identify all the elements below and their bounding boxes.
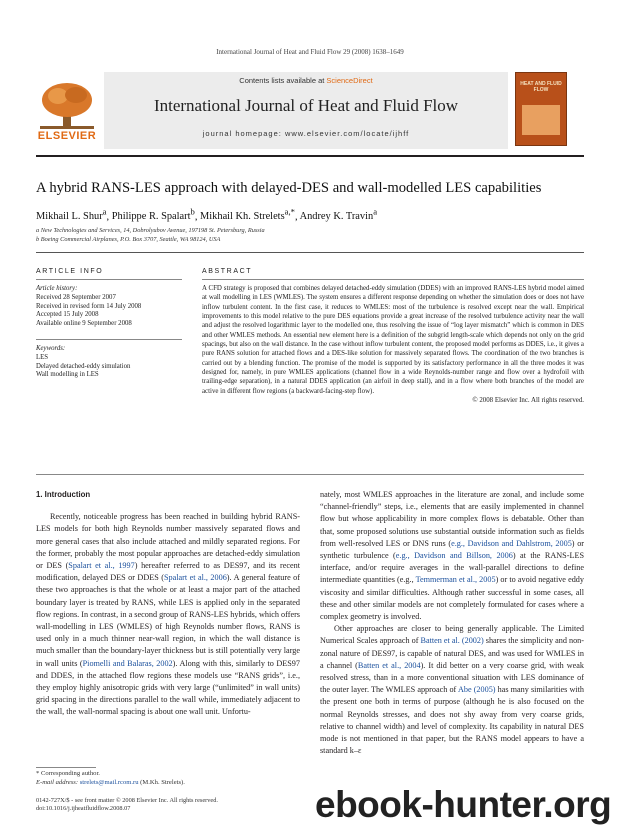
citation-link[interactable]: Piomelli and Balaras, 2002 bbox=[82, 658, 173, 668]
paragraph-text: Other approaches are closer to being generally applicable. The Limited Numerical Scales approach of bbox=[320, 624, 584, 646]
paragraphs bbox=[36, 511, 300, 718]
header-divider bbox=[36, 155, 584, 157]
paragraph-text: ). A general feature of these two approaches is that the whole or at least a major part of the attached boundary layer is treated by RANS, while LES is applied only in the separated flow regions. In contrast, in a second group of RANS-LES hybrids, which offers wall-modelling in LES (WMLES) of high Reynolds number flows, RANS is used only in a much thinner near-wall region, in which the wall distance is much smaller than the boundary-layer thickness but is still potentially very large in wall units ( bbox=[36, 573, 300, 668]
footnote-rule bbox=[36, 767, 96, 768]
copyright: © 2008 Elsevier Inc. All rights reserved. bbox=[472, 397, 584, 405]
paragraph-text: ) hereafter referred to as DES97, and its recent modification, delayed DES or DDES ( bbox=[36, 561, 300, 583]
author[interactable]: Mikhail L. Shur$^a$ bbox=[36, 207, 107, 223]
publisher-name: ELSEVIER bbox=[37, 130, 97, 142]
abstract-bottom-rule bbox=[36, 474, 584, 475]
sciencedirect-link[interactable]: ScienceDirect bbox=[326, 76, 373, 85]
footnote bbox=[36, 770, 300, 787]
paragraph bbox=[320, 623, 584, 757]
section-divider bbox=[36, 252, 584, 253]
watermark: ebook-hunter.org bbox=[315, 784, 612, 825]
citation-link[interactable]: Batten et al., 2004 bbox=[357, 660, 421, 670]
abstract-body bbox=[202, 284, 584, 405]
journal-cover-image bbox=[515, 72, 567, 146]
author-list: Mikhail L. Shur$^a$, Philippe R. Spalart$^b$, Mikhail Kh. Strelets$^{a,*}$, Andrey K. Travin$^a$ bbox=[36, 207, 378, 223]
article-history bbox=[36, 285, 182, 329]
author[interactable]: Andrey K. Travin$^a$ bbox=[299, 207, 378, 223]
history-item: Received 28 September 2007 bbox=[36, 293, 116, 301]
abstract-heading: ABSTRACT bbox=[202, 268, 253, 275]
affiliation: a New Technologies and Services, 14, Dobrolyubov Avenue, 197198 St. Petersburg, Russia bbox=[36, 227, 265, 234]
body-column-right bbox=[320, 489, 584, 757]
keywords bbox=[36, 345, 182, 380]
article-info-rule bbox=[36, 279, 182, 280]
citation-link[interactable]: Spalart et al., 1997 bbox=[68, 561, 135, 571]
paragraphs bbox=[320, 489, 584, 757]
history-item: Available online 9 September 2008 bbox=[36, 320, 132, 328]
journal-title: International Journal of Heat and Fluid Flow bbox=[153, 96, 459, 115]
affiliation: b Boeing Commercial Airplanes, P.O. Box 3707, Seattle, WA 98124, USA bbox=[36, 236, 221, 243]
contents-line bbox=[104, 76, 508, 85]
citation-link[interactable]: e.g., Davidson and Dahlstrom, 2005 bbox=[451, 538, 572, 548]
citation-link[interactable]: Batten et al. (2002) bbox=[420, 636, 484, 646]
paragraph bbox=[36, 511, 300, 718]
article-info-rule bbox=[36, 339, 182, 340]
cover-title: HEAT AND FLUID FLOW bbox=[520, 81, 562, 93]
history-item: Received in revised form 14 July 2008 bbox=[36, 302, 142, 310]
paragraph-text: ) or to avoid negative eddy viscosity and similar difficulties. Although rather successful in some cases, all these and other similar models are not completely formulated for cases where a complex geometry is involved. bbox=[320, 575, 584, 622]
keyword: Wall modelling in LES bbox=[36, 371, 99, 379]
paragraph-text: shares the simplicity and non-zonal nature of DES97, is capable of natural DES, and was used for WMLES in a channel ( bbox=[320, 636, 585, 670]
abstract-rule bbox=[202, 279, 584, 280]
section-heading: 1. Introduction bbox=[36, 490, 91, 499]
keyword: Delayed detached-eddy simulation bbox=[36, 362, 131, 370]
author[interactable]: Philippe R. Spalart$^b$ bbox=[111, 207, 195, 223]
footnote-marker: * bbox=[36, 770, 40, 777]
abstract-text: A CFD strategy is proposed that combines delayed detached-eddy simulation (DDES) with an improved RANS-LES hybrid model aimed at wall modelling in LES (WMLES). The system ensures a different response depending on whether the simulation does or does not have inflow turbulent content. In the first case, it reduces to WMLES: most of the turbulence is resolved except near the wall. Empirical improvements to this model relative to the pure DES equations provide a great increase of the resolved turbulence activity near the wall and adjust the resolved logarithmic layer to the modelled one, thus resolving the issue of “log layer mismatch” which is common in DES and other WMLES methods. An essential new element here is a definition of the subgrid length-scale which depends not only on the grid spacings, but also on the wall distance. In the case without inflow turbulent content, the proposed model performs as DDES, i.e., it gives a pure RANS solution for attached flows and a DES-like solution for massively separated flows. The coordination of the two branches is carried out by a blending function. The promise of the model is supported by its satisfactory performance in all the three modes it was designed for, namely, in pure WMLES applications (channel flow in a wide Reynolds-number range and flow over a hydrofoil with trailing-edge separation), in a natural DDES application (an airfoil in deep stall), and in a flow where both branches of the model are active in different flow regions (a backward-facing-step flow). bbox=[202, 285, 584, 395]
author[interactable]: Mikhail Kh. Strelets$^{a,*}$ bbox=[200, 207, 295, 223]
paragraph bbox=[320, 489, 584, 623]
email-link[interactable]: strelets@mail.rcom.ru bbox=[79, 778, 139, 786]
cover-graphic bbox=[522, 105, 560, 135]
journal-citation: International Journal of Heat and Fluid Flow 29 (2008) 1638–1649 bbox=[216, 48, 404, 56]
paragraph-text: ) or synthetic turbulence ( bbox=[320, 538, 585, 561]
paragraph-text: Recently, noticeable progress has been reached in building hybrid RANS-LES models for both high Reynolds number massively separated flows and more general cases that also include attached and mildly separated regions. For the former, probably the most popular approaches are detached-eddy simulation or DES ( bbox=[36, 512, 300, 571]
journal-homepage[interactable]: journal homepage: www.elsevier.com/locate/ijhff bbox=[202, 129, 410, 138]
keyword: LES bbox=[36, 353, 49, 361]
elsevier-tree-icon bbox=[36, 80, 98, 130]
issn-doi bbox=[36, 797, 300, 813]
history-item: Accepted 15 July 2008 bbox=[36, 311, 99, 319]
citation-link[interactable]: Temmerman et al., 2005 bbox=[415, 575, 496, 585]
paragraph-text: has many similarities with the present one both in terms of purpose (although he is also focused on the normal Reynolds stresses, and does not shy away from very coarse grids, relative to channel width) and level of complexity. Its capability in natural DES mode is not mentioned in that paper, but the RANS model appears to have a standard k–ε bbox=[320, 685, 585, 756]
footnote-label: Corresponding author. bbox=[40, 770, 100, 777]
paragraph-text: ) at the RANS-LES interface, and/or require averages in the wall-parallel directions to define intermediate quantities (e.g., bbox=[320, 551, 584, 585]
body-column-left bbox=[36, 489, 300, 719]
issn-line: 0142-727X/$ - see front matter © 2008 Elsevier Inc. All rights reserved. bbox=[36, 797, 218, 804]
paragraph-text: nately, most WMLES approaches in the literature are zonal, and include some “channel-friendly” steps, i.e., elements that are easily implemented in channel flow but whose applicability in more complex flows is debatable. Other than that, some proposed solutions use substantial outside information such as fields from well-resolved LES or DNS runs ( bbox=[320, 490, 584, 548]
keywords-label: Keywords: bbox=[36, 345, 66, 352]
citation-link[interactable]: Abe (2005) bbox=[457, 685, 496, 695]
history-label: Article history: bbox=[36, 285, 78, 292]
email-suffix: (M.Kh. Strelets). bbox=[138, 778, 185, 786]
contents-prefix: Contents lists available at bbox=[239, 76, 327, 85]
doi-line[interactable]: doi:10.1016/j.ijheatfluidflow.2008.07 bbox=[36, 805, 131, 813]
paragraph-text: ). Along with this, similarly to DES97 and DDES, in the attached flow regions these models use “RANS grids”, i.e., they employ highly anisotropic grids with very large (“unlimited” in wall units) grid spacing in the directions parallel to the wall while, immediately adjacent to the wall, the wall-normal spacing is about one wall unit. Unfortu- bbox=[36, 658, 300, 717]
article-title: A hybrid RANS-LES approach with delayed-DES and wall-modelled LES capabilities bbox=[36, 180, 542, 196]
citation-link[interactable]: Spalart et al., 2006 bbox=[163, 573, 227, 583]
paragraph-text: ). It did better on a very coarse grid, with weak resolved stress, than in a more conventional situation with LES dominance of the outer layer. The WMLES approach of bbox=[320, 660, 584, 695]
elsevier-logo bbox=[36, 80, 98, 142]
citation-link[interactable]: e.g., Davidson and Billson, 2006 bbox=[395, 551, 513, 561]
email-label: E-mail address: bbox=[36, 778, 79, 786]
article-info-heading: ARTICLE INFO bbox=[36, 268, 104, 275]
